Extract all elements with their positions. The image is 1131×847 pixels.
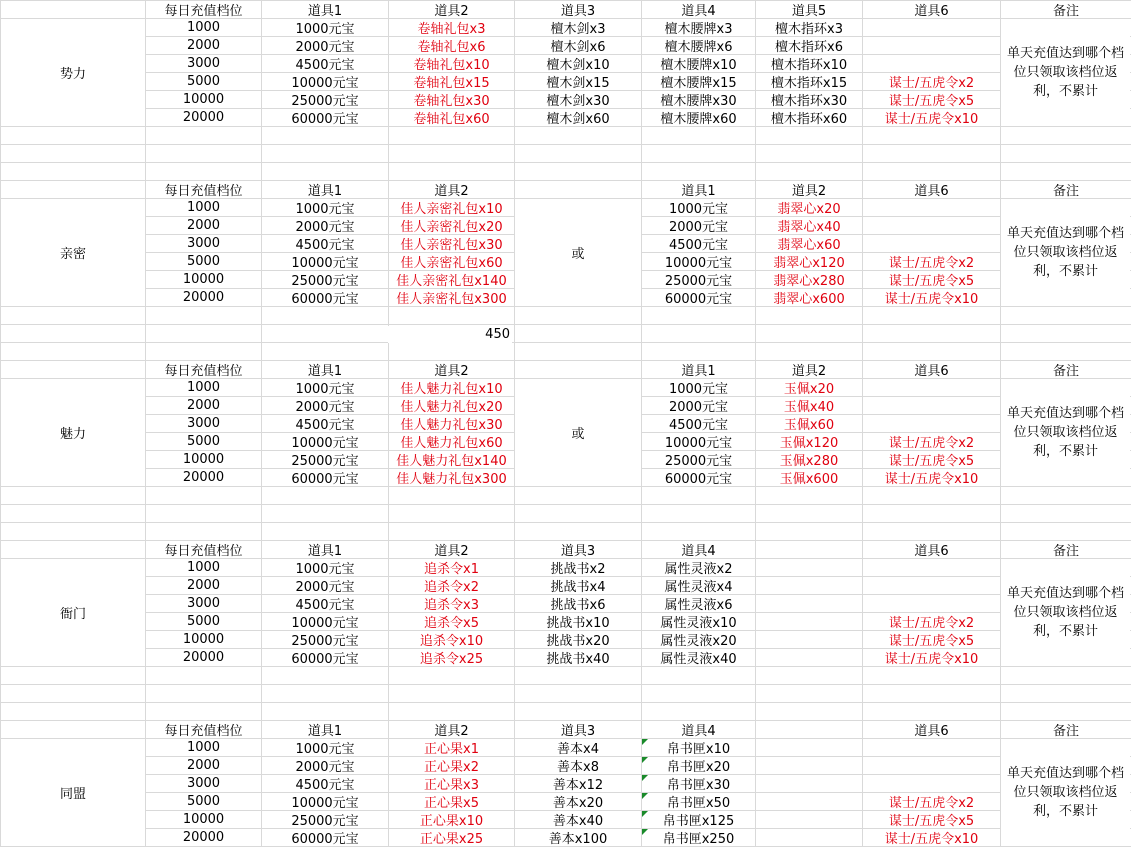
section-0-row5-col0[interactable]: 20000: [146, 109, 261, 126]
grid-row-line: [0, 306, 1131, 307]
section-3-row4-col4[interactable]: 属性灵液x20: [642, 631, 755, 648]
section-2-row4-col1[interactable]: 25000元宝: [262, 451, 388, 468]
section-2-row3-col5[interactable]: 玉佩x120: [756, 433, 862, 450]
section-1-row1-col5[interactable]: 翡翠心x40: [756, 217, 862, 234]
section-3-header-0[interactable]: 每日充值档位: [146, 541, 261, 558]
grid-row-line: [0, 144, 1131, 145]
section-0-row2-col6[interactable]: [863, 55, 1000, 72]
section-4-row1-col2[interactable]: 正心果x2: [389, 757, 514, 774]
section-3-row1-col3[interactable]: 挑战书x4: [515, 577, 641, 594]
section-1-row5-col1[interactable]: 60000元宝: [262, 289, 388, 306]
section-0-header-5[interactable]: 道具5: [756, 1, 862, 18]
section-3-row1-col0[interactable]: 2000: [146, 577, 261, 594]
section-2-row0-col5[interactable]: 玉佩x20: [756, 379, 862, 396]
section-4-row1-col5[interactable]: [756, 757, 862, 774]
section-1-header-5[interactable]: 道具2: [756, 181, 862, 198]
section-0-row1-col4[interactable]: 檀木腰牌x6: [642, 37, 755, 54]
section-3-note[interactable]: 单天充值达到哪个档位只领取该档位返利，不累计: [1001, 559, 1130, 666]
section-4-row5-col2[interactable]: 正心果x25: [389, 829, 514, 846]
section-4-row2-col2[interactable]: 正心果x3: [389, 775, 514, 792]
section-0-header-0[interactable]: 每日充值档位: [146, 1, 261, 18]
section-0-row0-col2[interactable]: 卷轴礼包x3: [389, 19, 514, 36]
section-0-row2-col4[interactable]: 檀木腰牌x10: [642, 55, 755, 72]
grid-row-line: [0, 522, 1131, 523]
section-0-row1-col6[interactable]: [863, 37, 1000, 54]
section-3-row0-col1[interactable]: 1000元宝: [262, 559, 388, 576]
section-2-row0-col1[interactable]: 1000元宝: [262, 379, 388, 396]
section-2-row3-col4[interactable]: 10000元宝: [642, 433, 755, 450]
section-2-row4-col2[interactable]: 佳人魅力礼包x140: [389, 451, 514, 468]
section-3-header-1[interactable]: 道具1: [262, 541, 388, 558]
section-3-header-4[interactable]: 道具4: [642, 541, 755, 558]
section-0-row3-col4[interactable]: 檀木腰牌x15: [642, 73, 755, 90]
section-0-row1-col5[interactable]: 檀木指环x6: [756, 37, 862, 54]
section-2-row1-col2[interactable]: 佳人魅力礼包x20: [389, 397, 514, 414]
section-2-row5-col4[interactable]: 60000元宝: [642, 469, 755, 486]
section-1-row0-col0[interactable]: 1000: [146, 199, 261, 216]
section-0-row4-col3[interactable]: 檀木剑x30: [515, 91, 641, 108]
section-2-note[interactable]: 单天充值达到哪个档位只领取该档位返利，不累计: [1001, 379, 1130, 486]
section-4-row4-col6[interactable]: 谋士/五虎令x5: [863, 811, 1000, 828]
section-0-row0-col0[interactable]: 1000: [146, 19, 261, 36]
section-3-row3-col3[interactable]: 挑战书x10: [515, 613, 641, 630]
section-2-row2-col0[interactable]: 3000: [146, 415, 261, 432]
section-3-row5-col5[interactable]: [756, 649, 862, 666]
section-0-row4-col5[interactable]: 檀木指环x30: [756, 91, 862, 108]
section-1-header-4[interactable]: 道具1: [642, 181, 755, 198]
section-4-row4-col1[interactable]: 25000元宝: [262, 811, 388, 828]
section-0-row0-col6[interactable]: [863, 19, 1000, 36]
section-3-row1-col1[interactable]: 2000元宝: [262, 577, 388, 594]
section-1-row3-col5[interactable]: 翡翠心x120: [756, 253, 862, 270]
section-0-row0-col4[interactable]: 檀木腰牌x3: [642, 19, 755, 36]
section-3-row3-col6[interactable]: 谋士/五虎令x2: [863, 613, 1000, 630]
section-2-row3-col6[interactable]: 谋士/五虎令x2: [863, 433, 1000, 450]
section-4-row2-col6[interactable]: [863, 775, 1000, 792]
section-3-row2-col3[interactable]: 挑战书x6: [515, 595, 641, 612]
section-2-row4-col4[interactable]: 25000元宝: [642, 451, 755, 468]
section-2-row4-col5[interactable]: 玉佩x280: [756, 451, 862, 468]
section-1-header-7[interactable]: 备注: [1001, 181, 1131, 198]
section-2-row1-col0[interactable]: 2000: [146, 397, 261, 414]
section-2-header-5[interactable]: 道具2: [756, 361, 862, 378]
section-0-row5-col5[interactable]: 檀木指环x60: [756, 109, 862, 126]
section-2-row3-col1[interactable]: 10000元宝: [262, 433, 388, 450]
section-0-row4-col4[interactable]: 檀木腰牌x30: [642, 91, 755, 108]
section-4-row0-col6[interactable]: [863, 739, 1000, 756]
section-3-row3-col1[interactable]: 10000元宝: [262, 613, 388, 630]
section-1-row1-col6[interactable]: [863, 217, 1000, 234]
section-3-row5-col6[interactable]: 谋士/五虎令x10: [863, 649, 1000, 666]
section-3-row3-col4[interactable]: 属性灵液x10: [642, 613, 755, 630]
section-0-header-6[interactable]: 道具6: [863, 1, 1000, 18]
section-0-row3-col2[interactable]: 卷轴礼包x15: [389, 73, 514, 90]
section-2-row0-col6[interactable]: [863, 379, 1000, 396]
section-4-row4-col3[interactable]: 善本x40: [515, 811, 641, 828]
section-2-row1-col4[interactable]: 2000元宝: [642, 397, 755, 414]
section-3-row2-col2[interactable]: 追杀令x3: [389, 595, 514, 612]
section-3-row2-col1[interactable]: 4500元宝: [262, 595, 388, 612]
section-3-row5-col2[interactable]: 追杀令x25: [389, 649, 514, 666]
section-3-row1-col4[interactable]: 属性灵液x4: [642, 577, 755, 594]
section-2-or[interactable]: 或: [515, 379, 641, 486]
section-4-row1-col1[interactable]: 2000元宝: [262, 757, 388, 774]
section-0-header-7[interactable]: 备注: [1001, 1, 1131, 18]
section-4-row0-col2[interactable]: 正心果x1: [389, 739, 514, 756]
section-1-row1-col2[interactable]: 佳人亲密礼包x20: [389, 217, 514, 234]
section-2-row4-col0[interactable]: 10000: [146, 451, 261, 468]
section-1-row0-col1[interactable]: 1000元宝: [262, 199, 388, 216]
section-2-row2-col5[interactable]: 玉佩x60: [756, 415, 862, 432]
section-2-row3-col0[interactable]: 5000: [146, 433, 261, 450]
section-1-row4-col2[interactable]: 佳人亲密礼包x140: [389, 271, 514, 288]
grid-row-line: [0, 684, 1131, 685]
section-2-header-6[interactable]: 道具6: [863, 361, 1000, 378]
section-4-row0-col5[interactable]: [756, 739, 862, 756]
section-0-row1-col1[interactable]: 2000元宝: [262, 37, 388, 54]
section-4-header-3[interactable]: 道具3: [515, 721, 641, 738]
section-2-header-3[interactable]: [515, 361, 641, 378]
section-0-row4-col0[interactable]: 10000: [146, 91, 261, 108]
section-4-row3-col0[interactable]: 5000: [146, 793, 261, 810]
section-3-row3-col0[interactable]: 5000: [146, 613, 261, 630]
section-2-row1-col6[interactable]: [863, 397, 1000, 414]
section-0-note[interactable]: 单天充值达到哪个档位只领取该档位返利，不累计: [1001, 19, 1130, 126]
section-2-row1-col5[interactable]: 玉佩x40: [756, 397, 862, 414]
section-3-name[interactable]: 衙门: [1, 559, 145, 666]
section-1-header-1[interactable]: 道具1: [262, 181, 388, 198]
section-0-row4-col6[interactable]: 谋士/五虎令x5: [863, 91, 1000, 108]
section-4-row3-col5[interactable]: [756, 793, 862, 810]
section-3-row2-col0[interactable]: 3000: [146, 595, 261, 612]
grid-row-line: [0, 666, 1131, 667]
section-0-row5-col2[interactable]: 卷轴礼包x60: [389, 109, 514, 126]
section-4-header-4[interactable]: 道具4: [642, 721, 755, 738]
section-4-row4-col0[interactable]: 10000: [146, 811, 261, 828]
comment-marker-icon: [642, 739, 648, 745]
section-2-row5-col0[interactable]: 20000: [146, 469, 261, 486]
section-0-row5-col3[interactable]: 檀木剑x60: [515, 109, 641, 126]
section-2-row5-col6[interactable]: 谋士/五虎令x10: [863, 469, 1000, 486]
comment-marker-icon: [642, 775, 648, 781]
section-1-row3-col2[interactable]: 佳人亲密礼包x60: [389, 253, 514, 270]
section-4-row3-col1[interactable]: 10000元宝: [262, 793, 388, 810]
section-4-row5-col5[interactable]: [756, 829, 862, 846]
section-4-name[interactable]: 同盟: [1, 739, 145, 846]
section-3-row5-col3[interactable]: 挑战书x40: [515, 649, 641, 666]
section-0-row3-col3[interactable]: 檀木剑x15: [515, 73, 641, 90]
section-1-row3-col6[interactable]: 谋士/五虎令x2: [863, 253, 1000, 270]
section-4-row5-col1[interactable]: 60000元宝: [262, 829, 388, 846]
section-0-row2-col0[interactable]: 3000: [146, 55, 261, 72]
section-2-header-4[interactable]: 道具1: [642, 361, 755, 378]
section-1-row0-col4[interactable]: 1000元宝: [642, 199, 755, 216]
section-0-header-1[interactable]: 道具1: [262, 1, 388, 18]
section-3-row1-col2[interactable]: 追杀令x2: [389, 577, 514, 594]
section-3-row0-col2[interactable]: 追杀令x1: [389, 559, 514, 576]
section-4-header-2[interactable]: 道具2: [389, 721, 514, 738]
section-1-row4-col5[interactable]: 翡翠心x280: [756, 271, 862, 288]
section-3-row0-col0[interactable]: 1000: [146, 559, 261, 576]
section-4-row3-col2[interactable]: 正心果x5: [389, 793, 514, 810]
section-1-row5-col6[interactable]: 谋士/五虎令x10: [863, 289, 1000, 306]
section-1-row4-col4[interactable]: 25000元宝: [642, 271, 755, 288]
section-0-row0-col5[interactable]: 檀木指环x3: [756, 19, 862, 36]
section-0-row3-col6[interactable]: 谋士/五虎令x2: [863, 73, 1000, 90]
section-4-row1-col3[interactable]: 善本x8: [515, 757, 641, 774]
section-3-row0-col4[interactable]: 属性灵液x2: [642, 559, 755, 576]
section-2-row4-col6[interactable]: 谋士/五虎令x5: [863, 451, 1000, 468]
section-3-row0-col6[interactable]: [863, 559, 1000, 576]
grid-row-line: [0, 126, 1131, 127]
section-1-header-0[interactable]: 每日充值档位: [146, 181, 261, 198]
section-0-row5-col4[interactable]: 檀木腰牌x60: [642, 109, 755, 126]
section-2-row2-col6[interactable]: [863, 415, 1000, 432]
section-1-row2-col5[interactable]: 翡翠心x60: [756, 235, 862, 252]
section-1-or[interactable]: 或: [515, 199, 641, 306]
section-4-row5-col0[interactable]: 20000: [146, 829, 261, 846]
grid-row-line: [0, 504, 1131, 505]
section-3-row4-col6[interactable]: 谋士/五虎令x5: [863, 631, 1000, 648]
section-1-row0-col6[interactable]: [863, 199, 1000, 216]
section-3-header-5[interactable]: [756, 541, 862, 558]
section-4-row3-col3[interactable]: 善本x20: [515, 793, 641, 810]
grid-row-line: [0, 702, 1131, 703]
section-0-row0-col1[interactable]: 1000元宝: [262, 19, 388, 36]
section-4-row3-col4[interactable]: 帛书匣x50: [642, 793, 755, 810]
section-4-row5-col4[interactable]: 帛书匣x250: [642, 829, 755, 846]
section-0-row5-col6[interactable]: 谋士/五虎令x10: [863, 109, 1000, 126]
section-2-header-0[interactable]: 每日充值档位: [146, 361, 261, 378]
section-1-row4-col6[interactable]: 谋士/五虎令x5: [863, 271, 1000, 288]
section-4-row2-col0[interactable]: 3000: [146, 775, 261, 792]
section-2-header-2[interactable]: 道具2: [389, 361, 514, 378]
section-2-row5-col1[interactable]: 60000元宝: [262, 469, 388, 486]
section-1-row5-col4[interactable]: 60000元宝: [642, 289, 755, 306]
section-2-name[interactable]: 魅力: [1, 379, 145, 486]
section-4-header-6[interactable]: 道具6: [863, 721, 1000, 738]
section-2-row5-col2[interactable]: 佳人魅力礼包x300: [389, 469, 514, 486]
section-4-row4-col2[interactable]: 正心果x10: [389, 811, 514, 828]
section-1-row2-col4[interactable]: 4500元宝: [642, 235, 755, 252]
section-0-row3-col5[interactable]: 檀木指环x15: [756, 73, 862, 90]
section-0-row1-col0[interactable]: 2000: [146, 37, 261, 54]
section-3-row2-col5[interactable]: [756, 595, 862, 612]
section-4-row4-col4[interactable]: 帛书匣x125: [642, 811, 755, 828]
section-1-row2-col0[interactable]: 3000: [146, 235, 261, 252]
section-3-row2-col4[interactable]: 属性灵液x6: [642, 595, 755, 612]
section-2-row2-col4[interactable]: 4500元宝: [642, 415, 755, 432]
section-0-row2-col3[interactable]: 檀木剑x10: [515, 55, 641, 72]
section-0-name[interactable]: 势力: [1, 19, 145, 126]
section-4-header-7[interactable]: 备注: [1001, 721, 1131, 738]
section-3-header-6[interactable]: 道具6: [863, 541, 1000, 558]
section-1-name[interactable]: 亲密: [1, 199, 145, 306]
grid-row-line: [0, 162, 1131, 163]
section-3-row0-col5[interactable]: [756, 559, 862, 576]
section-1-row3-col0[interactable]: 5000: [146, 253, 261, 270]
section-3-row0-col3[interactable]: 挑战书x2: [515, 559, 641, 576]
section-4-header-1[interactable]: 道具1: [262, 721, 388, 738]
section-2-row0-col2[interactable]: 佳人魅力礼包x10: [389, 379, 514, 396]
section-1-header-2[interactable]: 道具2: [389, 181, 514, 198]
section-4-row2-col4[interactable]: 帛书匣x30: [642, 775, 755, 792]
section-0-header-2[interactable]: 道具2: [389, 1, 514, 18]
section-0-row5-col1[interactable]: 60000元宝: [262, 109, 388, 126]
section-1-row1-col0[interactable]: 2000: [146, 217, 261, 234]
section-4-row3-col6[interactable]: 谋士/五虎令x2: [863, 793, 1000, 810]
section-2-row0-col0[interactable]: 1000: [146, 379, 261, 396]
section-4-row0-col4[interactable]: 帛书匣x10: [642, 739, 755, 756]
section-1-row0-col5[interactable]: 翡翠心x20: [756, 199, 862, 216]
section-2-header-7[interactable]: 备注: [1001, 361, 1131, 378]
stray-cell-value[interactable]: 450: [388, 326, 512, 343]
section-3-row4-col3[interactable]: 挑战书x20: [515, 631, 641, 648]
section-3-row4-col1[interactable]: 25000元宝: [262, 631, 388, 648]
section-1-header-3[interactable]: [515, 181, 641, 198]
section-0-row1-col2[interactable]: 卷轴礼包x6: [389, 37, 514, 54]
comment-marker-icon: [642, 793, 648, 799]
section-4-row5-col3[interactable]: 善本x100: [515, 829, 641, 846]
section-1-row0-col2[interactable]: 佳人亲密礼包x10: [389, 199, 514, 216]
section-4-row0-col1[interactable]: 1000元宝: [262, 739, 388, 756]
section-4-row2-col3[interactable]: 善本x12: [515, 775, 641, 792]
section-2-row5-col5[interactable]: 玉佩x600: [756, 469, 862, 486]
section-4-note[interactable]: 单天充值达到哪个档位只领取该档位返利，不累计: [1001, 739, 1130, 846]
section-0-row4-col2[interactable]: 卷轴礼包x30: [389, 91, 514, 108]
section-0-header-3[interactable]: 道具3: [515, 1, 641, 18]
section-4-row5-col6[interactable]: 谋士/五虎令x10: [863, 829, 1000, 846]
section-3-header-2[interactable]: 道具2: [389, 541, 514, 558]
section-2-row0-col4[interactable]: 1000元宝: [642, 379, 755, 396]
section-4-row2-col1[interactable]: 4500元宝: [262, 775, 388, 792]
section-1-row2-col2[interactable]: 佳人亲密礼包x30: [389, 235, 514, 252]
section-0-row2-col2[interactable]: 卷轴礼包x10: [389, 55, 514, 72]
section-1-row4-col1[interactable]: 25000元宝: [262, 271, 388, 288]
section-2-header-1[interactable]: 道具1: [262, 361, 388, 378]
section-1-row5-col0[interactable]: 20000: [146, 289, 261, 306]
section-1-row5-col2[interactable]: 佳人亲密礼包x300: [389, 289, 514, 306]
section-3-header-7[interactable]: 备注: [1001, 541, 1131, 558]
section-3-row5-col4[interactable]: 属性灵液x40: [642, 649, 755, 666]
section-1-row1-col4[interactable]: 2000元宝: [642, 217, 755, 234]
section-0-row1-col3[interactable]: 檀木剑x6: [515, 37, 641, 54]
section-0-row4-col1[interactable]: 25000元宝: [262, 91, 388, 108]
section-4-row1-col6[interactable]: [863, 757, 1000, 774]
grid-row-line: [0, 486, 1131, 487]
section-3-row5-col1[interactable]: 60000元宝: [262, 649, 388, 666]
section-0-header-4[interactable]: 道具4: [642, 1, 755, 18]
section-4-row0-col3[interactable]: 善本x4: [515, 739, 641, 756]
section-2-row2-col1[interactable]: 4500元宝: [262, 415, 388, 432]
section-3-row5-col0[interactable]: 20000: [146, 649, 261, 666]
section-2-row1-col1[interactable]: 2000元宝: [262, 397, 388, 414]
section-1-header-6[interactable]: 道具6: [863, 181, 1000, 198]
section-1-note[interactable]: 单天充值达到哪个档位只领取该档位返利，不累计: [1001, 199, 1130, 306]
section-1-row3-col4[interactable]: 10000元宝: [642, 253, 755, 270]
section-4-row1-col0[interactable]: 2000: [146, 757, 261, 774]
section-4-row4-col5[interactable]: [756, 811, 862, 828]
section-3-row1-col5[interactable]: [756, 577, 862, 594]
section-4-row0-col0[interactable]: 1000: [146, 739, 261, 756]
section-3-row3-col2[interactable]: 追杀令x5: [389, 613, 514, 630]
section-2-row3-col2[interactable]: 佳人魅力礼包x60: [389, 433, 514, 450]
section-4-header-5[interactable]: [756, 721, 862, 738]
section-3-header-3[interactable]: 道具3: [515, 541, 641, 558]
section-3-row4-col2[interactable]: 追杀令x10: [389, 631, 514, 648]
comment-marker-icon: [642, 811, 648, 817]
section-4-row1-col4[interactable]: 帛书匣x20: [642, 757, 755, 774]
section-0-row0-col3[interactable]: 檀木剑x3: [515, 19, 641, 36]
section-1-row1-col1[interactable]: 2000元宝: [262, 217, 388, 234]
section-3-row3-col5[interactable]: [756, 613, 862, 630]
comment-marker-icon: [642, 829, 648, 835]
section-1-row4-col0[interactable]: 10000: [146, 271, 261, 288]
section-2-row2-col2[interactable]: 佳人魅力礼包x30: [389, 415, 514, 432]
grid-row-line: [0, 324, 1131, 325]
section-4-row2-col5[interactable]: [756, 775, 862, 792]
section-0-row3-col0[interactable]: 5000: [146, 73, 261, 90]
section-3-row1-col6[interactable]: [863, 577, 1000, 594]
section-0-row2-col1[interactable]: 4500元宝: [262, 55, 388, 72]
section-1-row2-col1[interactable]: 4500元宝: [262, 235, 388, 252]
grid-row-line: [0, 342, 1131, 343]
section-1-row3-col1[interactable]: 10000元宝: [262, 253, 388, 270]
section-0-row3-col1[interactable]: 10000元宝: [262, 73, 388, 90]
section-1-row2-col6[interactable]: [863, 235, 1000, 252]
section-4-header-0[interactable]: 每日充值档位: [146, 721, 261, 738]
section-0-row2-col5[interactable]: 檀木指环x10: [756, 55, 862, 72]
comment-marker-icon: [642, 757, 648, 763]
section-3-row4-col5[interactable]: [756, 631, 862, 648]
section-3-row4-col0[interactable]: 10000: [146, 631, 261, 648]
section-3-row2-col6[interactable]: [863, 595, 1000, 612]
section-1-row5-col5[interactable]: 翡翠心x600: [756, 289, 862, 306]
